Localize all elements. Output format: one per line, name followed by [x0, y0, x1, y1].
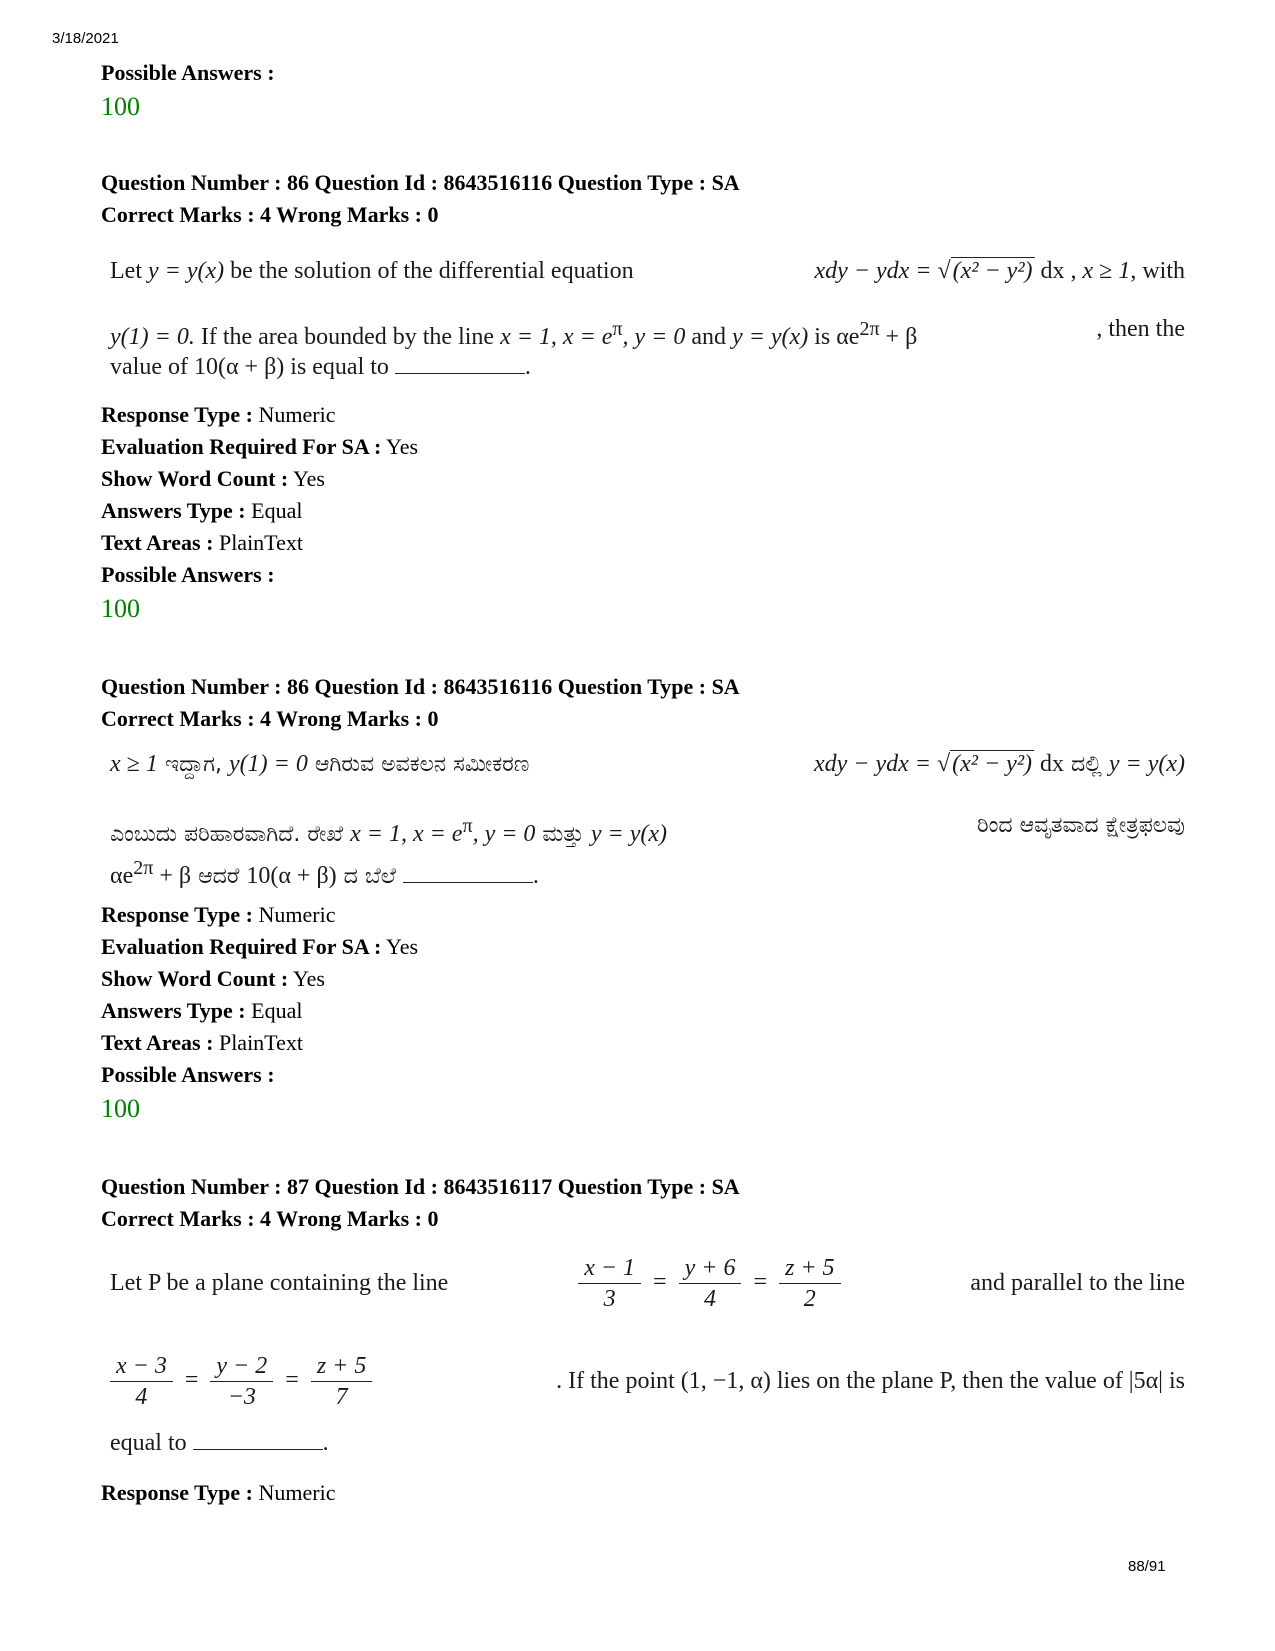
field-answers-type: Answers Type : Equal	[101, 498, 303, 523]
print-date: 3/18/2021	[52, 30, 119, 47]
field-response-type: Response Type : Numeric	[101, 902, 336, 927]
question-marks: Correct Marks : 4 Wrong Marks : 0	[101, 202, 439, 227]
possible-answers-label: Possible Answers :	[101, 562, 275, 587]
answer-blank	[395, 353, 525, 374]
possible-answer-value: 100	[101, 1094, 140, 1123]
possible-answers-label: Possible Answers :	[101, 1062, 275, 1087]
question-text: Let y = y(x) be the solution of the differential equation xdy − ydx = √(x² − y²) dx , x ≥ 1, with y(1) = 0. If the area bounded by the line x = 1, $x = e^\pi$, y = 0 and y = y(x) is $\alpha e^{2\pi} + \beta$ , then the value of 10(α + β) is equal to .	[110, 258, 1185, 380]
question-header: Question Number : 86 Question Id : 8643516116 Question Type : SA	[101, 674, 740, 699]
question-header: Question Number : 86 Question Id : 8643516116 Question Type : SA	[101, 170, 740, 195]
question-marks: Correct Marks : 4 Wrong Marks : 0	[101, 1206, 439, 1231]
possible-answers-label: Possible Answers :	[101, 60, 275, 85]
question-marks: Correct Marks : 4 Wrong Marks : 0	[101, 706, 439, 731]
field-response-type: Response Type : Numeric	[101, 402, 336, 427]
answer-blank	[193, 1429, 323, 1450]
question-header: Question Number : 87 Question Id : 8643516117 Question Type : SA	[101, 1174, 740, 1199]
page-number: 88/91	[1128, 1558, 1166, 1575]
field-evaluation-required: Evaluation Required For SA : Yes	[101, 934, 419, 959]
possible-answer-value: 100	[101, 594, 140, 623]
field-show-word-count: Show Word Count : Yes	[101, 466, 325, 491]
possible-answer-value: 100	[101, 92, 140, 121]
field-answers-type: Answers Type : Equal	[101, 998, 303, 1023]
answer-blank	[403, 862, 533, 883]
field-show-word-count: Show Word Count : Yes	[101, 966, 325, 991]
question-text: x ≥ 1 ಇದ್ದಾಗ, y(1) = 0 ಆಗಿರುವ ಅವಕಲನ ಸಮೀಕರಣ xdy − ydx = √(x² − y²) dx ದಲ್ಲಿ y = y(x) ಎಂಬುದು ಪರಿಹಾರವಾಗಿದೆ. ರೇಖೆ x = 1, $x = e^\pi$, y = 0 ಮತ್ತು y = y(x) ರಿಂದ ಆವೃತವಾದ ಕ್ಷೇತ್ರಫಲವು $\alpha e^{2\pi} + \beta$ ಆದರೆ 10(α + β) ದ ಬೆಲೆ .	[110, 751, 1185, 889]
field-evaluation-required: Evaluation Required For SA : Yes	[101, 434, 419, 459]
field-text-areas: Text Areas : PlainText	[101, 1030, 303, 1055]
question-text: Let P be a plane containing the line $\frac{x - 1}{3}$ = $\frac{y + 6}{4}$ = $\frac{z + 5}{2}$ and parallel to the line $\frac{x - 3}{4}$ = $\frac{y - 2}{-3}$ = $\frac{z + 5}{7}$ . If the point (1, −1, α) lies on the plane P, then the value of |5α| is equal to .	[110, 1254, 1185, 1456]
field-text-areas: Text Areas : PlainText	[101, 530, 303, 555]
field-response-type: Response Type : Numeric	[101, 1480, 336, 1505]
